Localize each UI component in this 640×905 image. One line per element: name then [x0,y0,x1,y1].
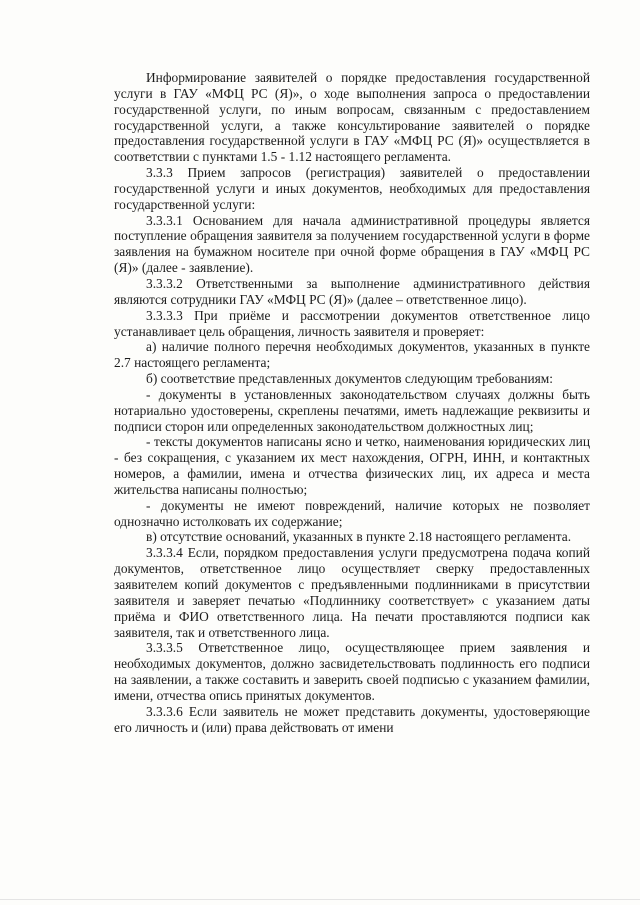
paragraph-3-3-3-3: 3.3.3.3 При приёме и рассмотрении документов ответственное лицо устанавливает цель обращения, личность заявителя и проверяет: [114,307,590,339]
paragraph-requirement-notarized: - документы в установленных законодательством случаях должны быть нотариально удостоверены, скреплены печатями, иметь надлежащие реквизиты и подписи сторон или определенных законодательством должностных лиц; [114,386,590,434]
paragraph-requirement-legible: - тексты документов написаны ясно и четко, наименования юридических лиц - без сокращения, с указанием их мест нахождения, ОГРН, ИНН, и контактных номеров, а фамилии, имена и отчества физических лиц, их адреса и места жительства написаны полностью; [114,434,590,497]
paragraph-3-3-3-4: 3.3.3.4 Если, порядком предоставления услуги предусмотрена подача копий документов, ответственное лицо осуществляет сверку предоставленных заявителем копий документов с предъявленными подлинниками в присутствии заявителя и заверяет печатью «Подлиннику соответствует» с указанием даты приёма и ФИО ответственного лица. На печати проставляются подписи как заявителя, так и ответственного лица. [114,545,590,640]
paragraph-3-3-3-6: 3.3.3.6 Если заявитель не может представить документы, удостоверяющие его личность и (или) права действовать от имени [114,703,590,735]
paragraph-item-a: а) наличие полного перечня необходимых документов, указанных в пункте 2.7 настоящего регламента; [114,339,590,371]
paragraph-informing: Информирование заявителей о порядке предоставления государственной услуги в ГАУ «МФЦ РС (Я)», о ходе выполнения запроса о предоставлении государственной услуги, по иным вопросам, связанным с предоставлением государственной услуги, а также консультирование заявителей о порядке предоставления государственной услуги в ГАУ «МФЦ РС (Я)» осуществляется в соответствии с пунктами 1.5 - 1.12 настоящего регламента. [114,70,590,165]
paragraph-3-3-3-1: 3.3.3.1 Основанием для начала административной процедуры является поступление обращения заявителя за получением государственной услуги в форме заявления на бумажном носителе при очной форме обращения в ГАУ «МФЦ РС (Я)» (далее - заявление). [114,212,590,276]
page-bottom-edge [0,899,640,900]
paragraph-item-b: б) соответствие представленных документов следующим требованиям: [146,371,554,387]
paragraph-3-3-3-2: 3.3.3.2 Ответственными за выполнение административного действия являются сотрудники ГАУ «МФЦ РС (Я)» (далее – ответственное лицо). [114,275,590,307]
paragraph-3-3-3-5: 3.3.3.5 Ответственное лицо, осуществляющее прием заявления и необходимых документов, должно засвидетельствовать подлинность его подписи на заявлении, а также составить и заверить своей подписью с указанием фамилии, имени, отчества опись принятых документов. [114,640,590,703]
paragraph-3-3-3: 3.3.3 Прием запросов (регистрация) заявителей о предоставлении государственной услуги и иных документов, необходимых для предоставления государственной услуги: [114,165,590,212]
document-body [114,70,590,735]
paragraph-item-v: в) отсутствие оснований, указанных в пункте 2.18 настоящего регламента. [146,529,572,545]
paragraph-requirement-undamaged: - документы не имеют повреждений, наличие которых не позволяет однозначно истолковать их содержание; [114,497,590,529]
